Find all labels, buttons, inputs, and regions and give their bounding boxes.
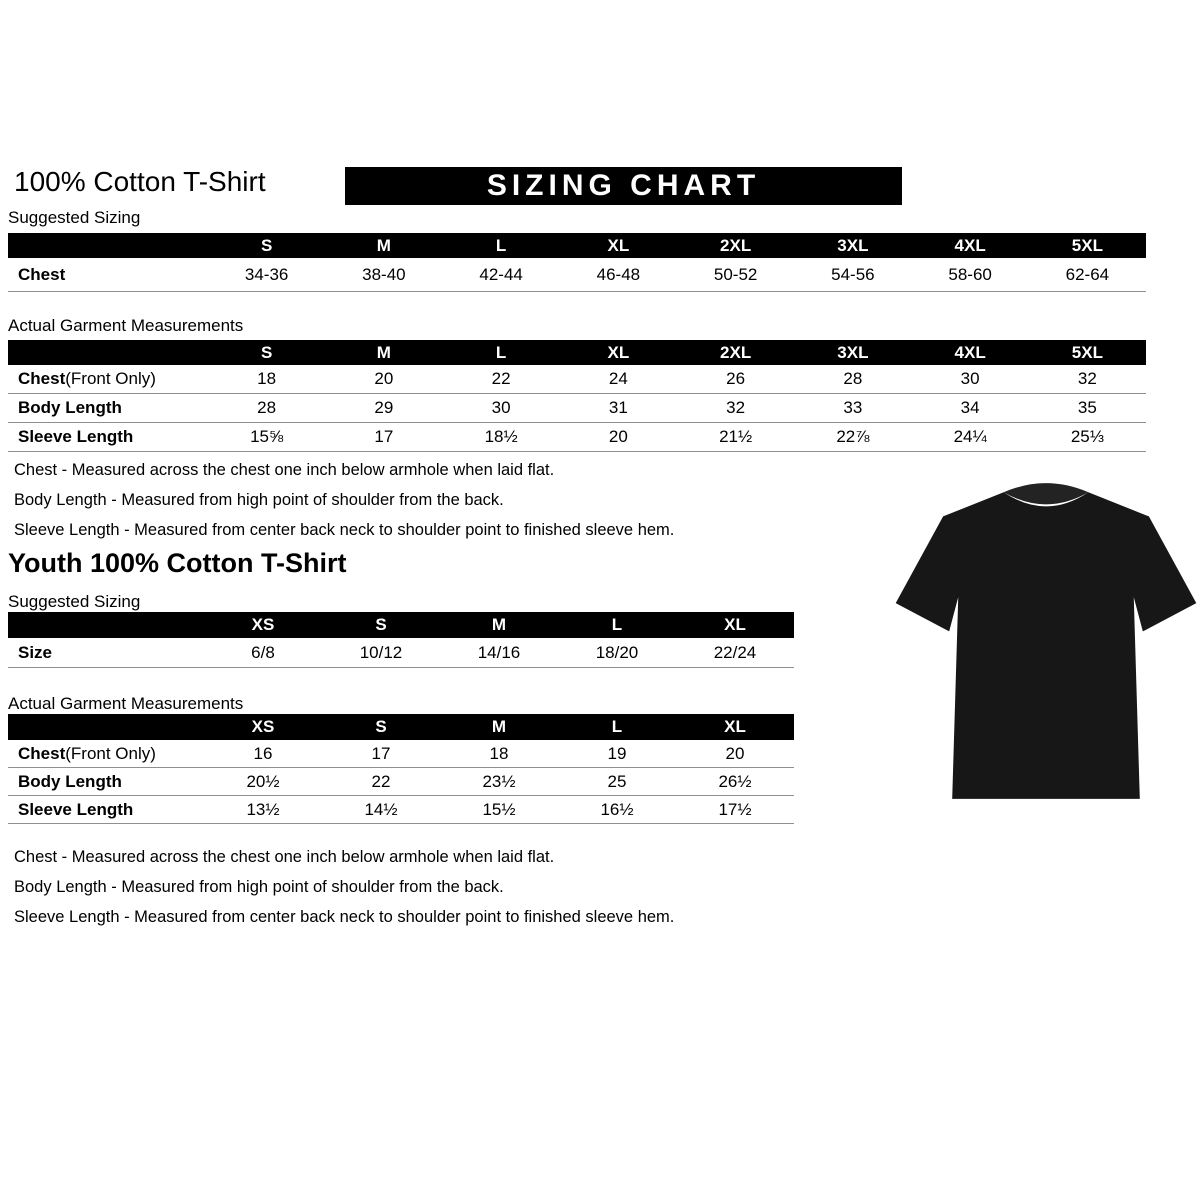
measurement-cell: 32 xyxy=(726,398,746,417)
size-col-header: L xyxy=(611,615,623,634)
measurement-cell: 23½ xyxy=(482,771,516,791)
adult-measurement-notes xyxy=(14,455,674,545)
size-col-header: M xyxy=(376,235,391,255)
page-title: 100% Cotton T-Shirt xyxy=(14,166,266,197)
note-body-length: Body Length - Measured from high point of shoulder from the back. xyxy=(14,878,504,896)
measurement-cell: 14/16 xyxy=(477,642,521,662)
sizing-chart-banner-label: SIZING CHART xyxy=(486,169,761,202)
size-col-header: XL xyxy=(724,615,746,634)
measurement-cell: 54-56 xyxy=(831,264,875,284)
size-col-header: XL xyxy=(607,342,630,362)
header-spacer xyxy=(8,714,204,740)
youth-suggested-sizing-label: Suggested Sizing xyxy=(8,592,141,611)
youth-suggested-sizing-table xyxy=(8,612,794,668)
adult-garment-measurements-table xyxy=(8,340,1146,452)
measurement-cell: 29 xyxy=(374,398,394,417)
table-row-body-length xyxy=(8,394,1146,423)
row-label-main: Chest xyxy=(18,743,66,763)
measurement-cell: 10/12 xyxy=(359,642,403,662)
table-row-sleeve-length xyxy=(8,423,1146,452)
measurement-cell: 18 xyxy=(257,369,277,388)
measurement-cell: 26½ xyxy=(718,771,752,791)
youth-garment-measurements-label: Actual Garment Measurements xyxy=(8,694,244,713)
tshirt-body-shape xyxy=(896,492,1197,799)
measurement-cell: 50-52 xyxy=(713,264,758,284)
size-col-header: S xyxy=(260,235,273,255)
table-header-row xyxy=(8,340,1146,365)
measurement-cell: 21½ xyxy=(719,427,753,446)
measurement-cell: 13½ xyxy=(246,799,280,819)
youth-garment-measurements-table xyxy=(8,714,794,824)
table-header-row xyxy=(8,612,794,638)
sizing-chart-banner xyxy=(345,167,902,205)
measurement-cell: 19 xyxy=(607,743,627,763)
size-col-header: 5XL xyxy=(1071,342,1103,362)
size-col-header: XL xyxy=(724,717,746,736)
measurement-cell: 22 xyxy=(371,771,391,791)
table-row-chest-front-only xyxy=(8,365,1146,394)
measurement-cell: 35 xyxy=(1077,398,1097,417)
row-label: Size xyxy=(18,642,53,662)
adult-garment-measurements-label: Actual Garment Measurements xyxy=(8,316,244,335)
measurement-cell: 46-48 xyxy=(596,264,641,284)
row-label-suffix: (Front Only) xyxy=(65,369,156,388)
row-label: Sleeve Length xyxy=(18,799,134,819)
row-label xyxy=(8,740,204,767)
table-header-row xyxy=(8,714,794,740)
measurement-cell: 22 xyxy=(491,369,511,388)
measurement-cell: 20 xyxy=(374,369,394,388)
measurement-cell: 14½ xyxy=(364,799,398,819)
adult-suggested-sizing-label: Suggested Sizing xyxy=(8,208,141,227)
measurement-cell: 16 xyxy=(253,743,273,763)
measurement-cell: 31 xyxy=(608,398,628,417)
row-label: Body Length xyxy=(18,398,122,417)
table-header-row xyxy=(8,233,1146,258)
size-col-header: XS xyxy=(251,615,275,634)
measurement-cell: 15⅝ xyxy=(250,427,284,446)
row-label-suffix: (Front Only) xyxy=(65,743,156,763)
size-col-header: XL xyxy=(607,235,630,255)
measurement-cell: 34-36 xyxy=(244,264,289,284)
row-label-main: Chest xyxy=(18,369,66,388)
measurement-cell: 24 xyxy=(608,369,628,388)
size-col-header: XS xyxy=(251,717,275,736)
measurement-cell: 18 xyxy=(489,743,509,763)
youth-section-title: Youth 100% Cotton T-Shirt xyxy=(8,548,347,578)
measurement-cell: 18/20 xyxy=(595,642,639,662)
table-row-body-length xyxy=(8,768,794,796)
note-sleeve-length: Sleeve Length - Measured from center back neck to shoulder point to finished sleeve hem. xyxy=(14,908,675,926)
measurement-cell: 25 xyxy=(607,771,627,791)
measurement-cell: 18½ xyxy=(484,427,518,446)
size-col-header: L xyxy=(611,717,623,736)
adult-suggested-sizing-table xyxy=(8,233,1146,292)
measurement-cell: 24¼ xyxy=(953,427,987,446)
measurement-cell: 25⅓ xyxy=(1070,427,1104,446)
table-row-chest-front-only xyxy=(8,740,794,768)
measurement-cell: 6/8 xyxy=(251,642,275,662)
size-col-header: 5XL xyxy=(1071,235,1103,255)
measurement-cell: 22⅞ xyxy=(836,427,870,446)
black-tshirt-image xyxy=(893,466,1199,814)
size-col-header: 3XL xyxy=(837,235,869,255)
size-col-header: M xyxy=(376,342,391,362)
measurement-cell: 22/24 xyxy=(713,642,757,662)
measurement-cell: 28 xyxy=(257,398,277,417)
measurement-cell: 32 xyxy=(1077,369,1097,388)
measurement-cell: 20½ xyxy=(246,771,280,791)
size-col-header: 3XL xyxy=(837,342,869,362)
row-label: Chest xyxy=(18,264,66,284)
measurement-cell: 38-40 xyxy=(362,264,406,284)
row-label: Body Length xyxy=(18,771,122,791)
size-col-header: M xyxy=(491,717,507,736)
table-row-chest xyxy=(8,258,1146,292)
measurement-cell: 62-64 xyxy=(1065,264,1110,284)
measurement-cell: 20 xyxy=(725,743,745,763)
size-col-header: 2XL xyxy=(720,342,752,362)
size-col-header: S xyxy=(375,615,387,634)
measurement-cell: 15½ xyxy=(482,799,516,819)
measurement-cell: 20 xyxy=(608,427,628,446)
measurement-cell: 17 xyxy=(374,427,394,446)
note-chest: Chest - Measured across the chest one inch below armhole when laid flat. xyxy=(14,848,555,866)
row-label: Sleeve Length xyxy=(18,427,134,446)
measurement-cell: 34 xyxy=(960,398,980,417)
note-body-length: Body Length - Measured from high point of shoulder from the back. xyxy=(14,491,504,509)
measurement-cell: 16½ xyxy=(600,799,634,819)
note-chest: Chest - Measured across the chest one inch below armhole when laid flat. xyxy=(14,461,555,479)
size-col-header: 4XL xyxy=(954,235,986,255)
size-col-header: 4XL xyxy=(954,342,986,362)
size-col-header: S xyxy=(375,717,387,736)
measurement-cell: 58-60 xyxy=(948,264,992,284)
measurement-cell: 17 xyxy=(371,743,391,763)
note-sleeve-length: Sleeve Length - Measured from center back neck to shoulder point to finished sleeve hem. xyxy=(14,521,675,539)
size-col-header: L xyxy=(495,235,507,255)
size-col-header: 2XL xyxy=(720,235,752,255)
table-row-sleeve-length xyxy=(8,796,794,824)
measurement-cell: 28 xyxy=(843,369,863,388)
measurement-cell: 26 xyxy=(726,369,746,388)
header-spacer xyxy=(8,233,208,258)
header-spacer xyxy=(8,612,204,638)
measurement-cell: 33 xyxy=(843,398,863,417)
measurement-cell: 30 xyxy=(491,398,511,417)
size-col-header: S xyxy=(260,342,273,362)
measurement-cell: 17½ xyxy=(718,799,752,819)
measurement-cell: 30 xyxy=(960,369,980,388)
youth-measurement-notes xyxy=(14,842,674,932)
size-col-header: M xyxy=(491,615,507,634)
row-label xyxy=(8,365,208,393)
size-col-header: L xyxy=(495,342,507,362)
measurement-cell: 42-44 xyxy=(479,264,523,284)
table-row-size xyxy=(8,638,794,668)
header-spacer xyxy=(8,340,208,365)
